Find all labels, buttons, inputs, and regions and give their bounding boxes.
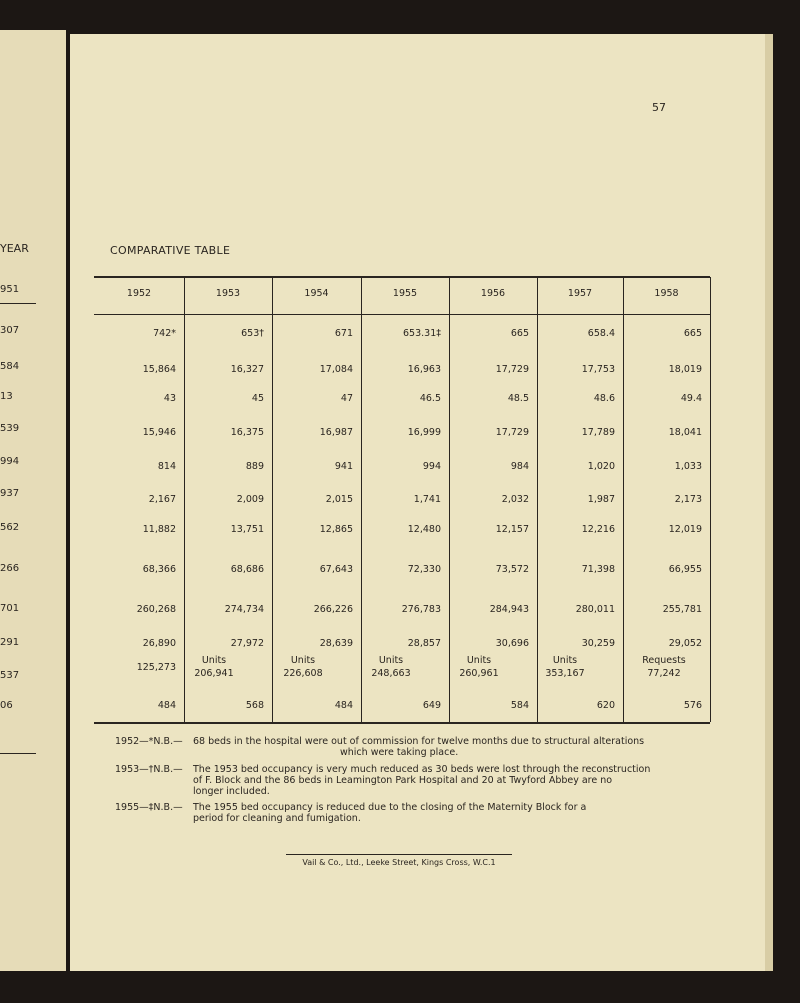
table-cell: 11,882 xyxy=(142,524,176,535)
table-cell: 284,943 xyxy=(489,604,529,615)
table-cell: 27,972 xyxy=(230,638,264,649)
table-cell: 266,226 xyxy=(313,604,353,615)
table-cell: 28,857 xyxy=(407,638,441,649)
table-cell: 67,643 xyxy=(319,564,353,575)
table-cell: 28,639 xyxy=(319,638,353,649)
table-cell: 12,865 xyxy=(319,524,353,535)
column-header: 1954 xyxy=(304,288,329,299)
table-cell: 226,608 xyxy=(283,668,323,679)
table-cell: 16,327 xyxy=(230,364,264,375)
facing-page-fragment: 951 xyxy=(0,284,20,295)
table-cell: 576 xyxy=(683,700,702,711)
table-cell: 17,753 xyxy=(581,364,615,375)
table-cell: 742* xyxy=(153,328,176,339)
table-cell: 17,084 xyxy=(319,364,353,375)
table-cell: 620 xyxy=(596,700,615,711)
footnote-text: The 1953 bed occupancy is very much reduced as 30 beds were lost through the reconstruction xyxy=(193,764,651,775)
footnote-label: 1952—*N.B.— xyxy=(115,736,183,747)
table-cell-unit-label: Units xyxy=(201,655,227,666)
table-cell: 26,890 xyxy=(142,638,176,649)
facing-page-fragment: 13 xyxy=(0,391,13,402)
footnote-text: The 1955 bed occupancy is reduced due to the closing of the Maternity Block for a xyxy=(193,802,587,813)
table-cell: 814 xyxy=(157,461,176,472)
facing-page-fragment: 06 xyxy=(0,700,13,711)
table-cell: 12,019 xyxy=(668,524,702,535)
table-cell: 994 xyxy=(422,461,441,472)
facing-page xyxy=(0,30,66,971)
table-cell: 658.4 xyxy=(587,328,615,339)
footnote-label: 1955—‡N.B.— xyxy=(115,802,183,813)
table-cell-unit-label: Units xyxy=(378,655,404,666)
table-cell: 29,052 xyxy=(668,638,702,649)
table-cell: 72,330 xyxy=(407,564,441,575)
table-cell: 653.31‡ xyxy=(403,328,441,339)
table-cell: 47 xyxy=(340,393,353,404)
table-cell: 68,366 xyxy=(142,564,176,575)
facing-page-heading: YEAR xyxy=(0,242,29,255)
book-page xyxy=(70,34,765,971)
table-cell: 13,751 xyxy=(230,524,264,535)
table-cell: 1,020 xyxy=(587,461,615,472)
table-cell: 43 xyxy=(163,393,176,404)
table-top-rule xyxy=(94,276,710,278)
table-cell: 49.4 xyxy=(680,393,702,404)
table-cell: 2,173 xyxy=(674,494,702,505)
table-cell: 17,729 xyxy=(495,364,529,375)
table-cell: 68,686 xyxy=(230,564,264,575)
table-bottom-rule xyxy=(94,722,710,724)
table-cell: 248,663 xyxy=(371,668,411,679)
facing-page-fragment: 266 xyxy=(0,563,20,574)
table-cell: 16,987 xyxy=(319,427,353,438)
facing-page-rule xyxy=(0,303,36,304)
facing-page-fragment: 537 xyxy=(0,670,20,681)
table-cell: 665 xyxy=(510,328,529,339)
table-cell: 653† xyxy=(241,328,264,339)
footnote-text: of F. Block and the 86 beds in Leamington Park Hospital and 20 at Twyford Abbey are no xyxy=(193,775,613,786)
table-cell: 71,398 xyxy=(581,564,615,575)
table-header-rule xyxy=(94,314,710,315)
table-cell: 18,019 xyxy=(668,364,702,375)
table-cell: 941 xyxy=(334,461,353,472)
table-cell: 2,167 xyxy=(148,494,176,505)
table-title: COMPARATIVE TABLE xyxy=(110,244,231,257)
table-cell: 255,781 xyxy=(662,604,702,615)
column-header: 1957 xyxy=(567,288,593,299)
column-divider xyxy=(710,277,711,722)
column-header: 1952 xyxy=(126,288,152,299)
table-cell: 1,987 xyxy=(587,494,615,505)
footer-rule xyxy=(286,854,512,855)
table-cell-unit-label: Units xyxy=(552,655,578,666)
table-cell: 48.6 xyxy=(593,393,615,404)
table-cell: 46.5 xyxy=(419,393,441,404)
table-cell: 125,273 xyxy=(136,662,176,673)
page-edge xyxy=(765,34,773,971)
table-cell: 18,041 xyxy=(668,427,702,438)
table-cell: 12,480 xyxy=(407,524,441,535)
table-cell: 45 xyxy=(251,393,264,404)
table-cell: 30,259 xyxy=(581,638,615,649)
table-cell: 1,741 xyxy=(413,494,441,505)
table-cell: 16,999 xyxy=(407,427,441,438)
table-cell: 12,216 xyxy=(581,524,615,535)
table-cell: 276,783 xyxy=(401,604,441,615)
footnote-text: period for cleaning and fumigation. xyxy=(193,813,361,824)
table-cell: 260,961 xyxy=(459,668,499,679)
printer-imprint: Vail & Co., Ltd., Leeke Street, Kings Cross, W.C.1 xyxy=(302,858,496,867)
table-cell: 77,242 xyxy=(647,668,681,679)
table-cell: 649 xyxy=(422,700,441,711)
table-cell-unit-label: Requests xyxy=(642,655,686,666)
table-cell: 274,734 xyxy=(224,604,264,615)
table-cell: 568 xyxy=(245,700,264,711)
facing-page-fragment: 584 xyxy=(0,361,20,372)
table-cell: 671 xyxy=(334,328,353,339)
facing-page-fragment: 539 xyxy=(0,423,20,434)
column-header: 1953 xyxy=(215,288,241,299)
page-number: 57 xyxy=(652,101,666,114)
table-cell: 2,032 xyxy=(501,494,529,505)
column-header: 1958 xyxy=(654,288,679,299)
table-cell: 15,946 xyxy=(142,427,176,438)
table-cell-unit-label: Units xyxy=(290,655,316,666)
column-header: 1956 xyxy=(480,288,506,299)
table-cell: 17,729 xyxy=(495,427,529,438)
facing-page-fragment: 701 xyxy=(0,603,20,614)
footnote-text: 68 beds in the hospital were out of commission for twelve months due to structural alterations xyxy=(193,736,645,747)
table-cell: 206,941 xyxy=(194,668,234,679)
table-cell: 353,167 xyxy=(545,668,585,679)
footnote-text: longer included. xyxy=(193,786,270,797)
table-cell: 1,033 xyxy=(674,461,702,472)
table-cell: 16,963 xyxy=(407,364,441,375)
table-cell: 584 xyxy=(510,700,529,711)
footnote-label: 1953—†N.B.— xyxy=(115,764,183,775)
table-cell: 2,009 xyxy=(236,494,264,505)
table-cell: 665 xyxy=(683,328,702,339)
facing-page-fragment: 291 xyxy=(0,637,20,648)
table-cell: 484 xyxy=(157,700,176,711)
table-cell: 48.5 xyxy=(507,393,529,404)
facing-page-fragment: 562 xyxy=(0,522,20,533)
table-cell: 16,375 xyxy=(230,427,264,438)
table-cell: 280,011 xyxy=(575,604,615,615)
facing-page-rule-bottom xyxy=(0,753,36,754)
facing-page-fragment: 937 xyxy=(0,488,20,499)
facing-page-fragment: 307 xyxy=(0,325,20,336)
table-cell: 484 xyxy=(334,700,353,711)
footnote-text: which were taking place. xyxy=(340,747,459,758)
table-cell: 12,157 xyxy=(495,524,529,535)
column-header: 1955 xyxy=(392,288,418,299)
table-cell-unit-label: Units xyxy=(466,655,492,666)
table-cell: 984 xyxy=(510,461,529,472)
table-cell: 2,015 xyxy=(325,494,353,505)
facing-page-fragment: 994 xyxy=(0,456,20,467)
table-cell: 73,572 xyxy=(495,564,529,575)
table-cell: 889 xyxy=(245,461,264,472)
table-cell: 17,789 xyxy=(581,427,615,438)
table-cell: 66,955 xyxy=(668,564,702,575)
table-cell: 15,864 xyxy=(142,364,176,375)
table-cell: 30,696 xyxy=(495,638,529,649)
table-cell: 260,268 xyxy=(136,604,176,615)
